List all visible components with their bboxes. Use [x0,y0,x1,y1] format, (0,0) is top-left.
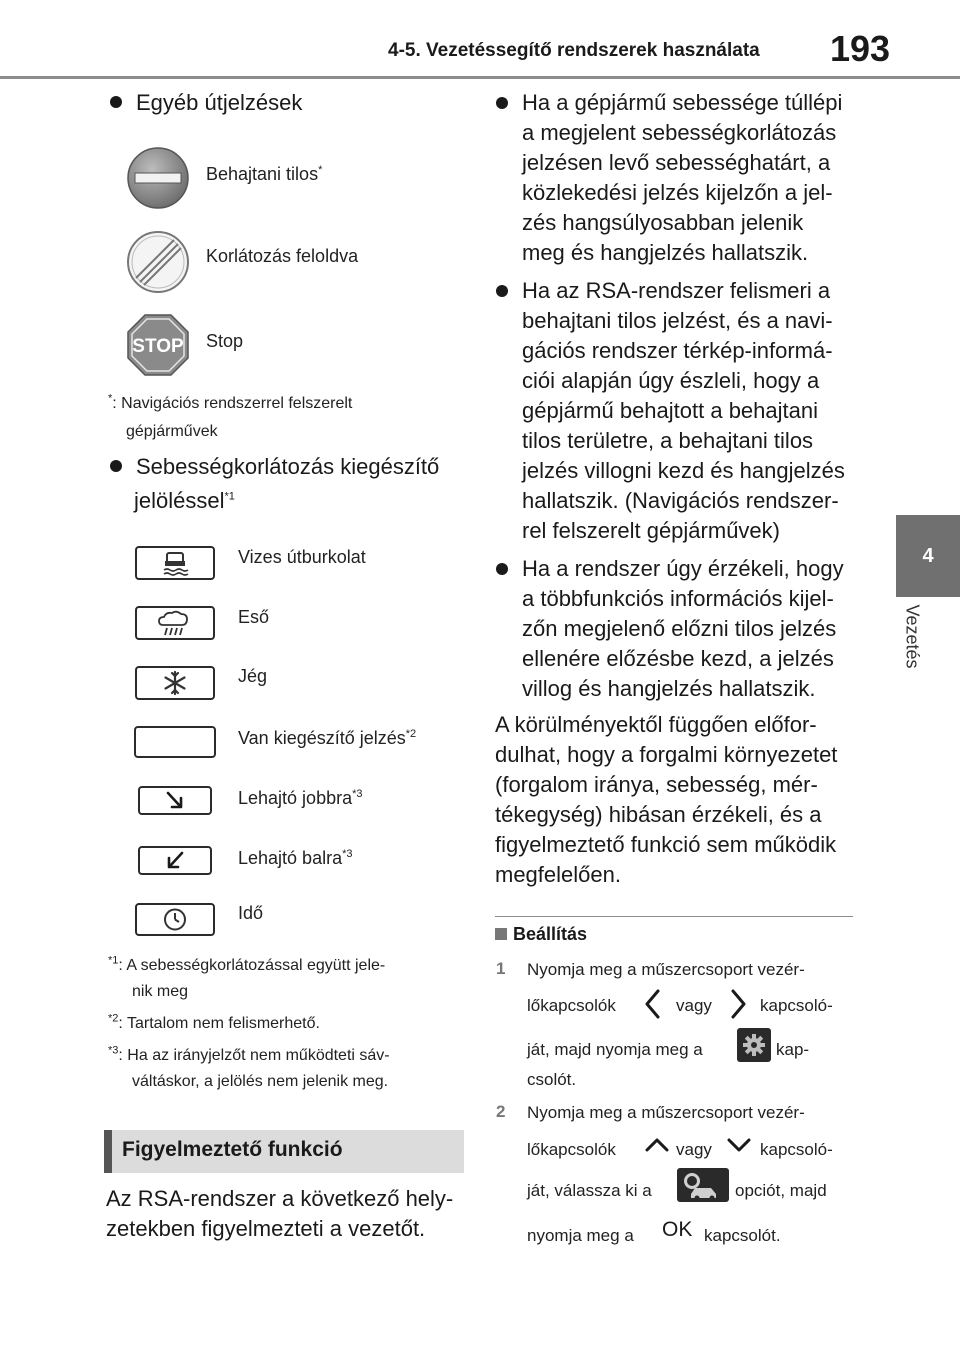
square-bullet-icon [495,928,507,940]
sign-label-end-restriction: Korlátozás feloldva [206,246,359,266]
exit-right-icon [138,786,212,815]
ice-icon [135,666,215,700]
bullet-no-entry: Ha az RSA-rendszer felismeri a behajtani tilos jelzést, és a navi- gációs rendszer térkép-informá- ciói alapján úgy észleli, hogy a gépjármű behajtott a behajtani tilos területre, a behajtani tilos jelzés villogni kezd és hangjelzés hallatszik. (Navigációs rendszer- rel felszerelt gépjárművek) [522,276,862,546]
section-title: 4-5. Vezetéssegítő rendszerek használata [388,40,760,61]
plate-label-exit-left: Lehajtó balra$^{*3}$ [238,848,353,868]
chevron-down-icon[interactable] [726,1136,752,1154]
step-1-line-3: ját, majd nyomja meg a [527,1040,703,1059]
stop-sign-text: STOP [132,336,184,357]
right-bullet-list [522,88,862,704]
step-2-number: 2 [496,1102,506,1121]
bullet-dot [496,285,508,297]
bullet-dot [110,460,122,472]
step-1-or: vagy [676,996,712,1015]
chapter-tab[interactable]: 4 [896,515,960,597]
rain-icon [135,606,215,640]
bullet-dot [110,96,122,108]
section-heading-warning: Figyelmeztető funkció [104,1130,464,1173]
snowflake-glyph [137,668,213,698]
page-number: 193 [830,28,891,69]
bullet-other-signs: Egyéb útjelzések [110,88,302,118]
chevron-up-icon[interactable] [644,1136,670,1154]
paragraph-conditions: A körülményektől függően előfor- dulhat, hogy a forgalmi környezetet (forgalom iránya, sebesség, mér- tékegység) hibásan érzékeli, és a figyelmeztető funkció sem működik megfelelően. [495,712,838,887]
step-1-kap: kap- [776,1040,810,1059]
gear-icon[interactable] [737,1028,771,1062]
sign-label-no-entry: Behajtani tilos* [206,164,323,184]
footnote-2: $^{*2}$: Tartalom nem felismerhető. [108,1012,320,1032]
bullet-speed-supplement-cont: jelöléssel$^{*1}$ [134,488,235,513]
plate-label-exit-right: Lehajtó jobbra$^{*3}$ [238,788,363,808]
step-2-line-3: ját, válassza ki a [527,1181,652,1200]
subsection-divider [495,916,853,917]
plate-label-time: Idő [238,903,264,923]
step-2-line-1: Nyomja meg a műszercsoport vezér- [527,1103,805,1122]
clock-icon [135,903,215,936]
sign-label-stop: Stop [206,331,244,351]
end-of-restriction-sign-icon [126,230,190,294]
step-2-option: opciót, majd [735,1181,827,1200]
bullet-dot [496,563,508,575]
arrow-down-right-glyph [140,788,210,813]
wet-road-icon [135,546,215,580]
bullet-dot [496,97,508,109]
step-1-line-2: lőkapcsolók [527,996,616,1015]
intro-line-1: Az RSA-rendszer a következő hely- [106,1186,454,1211]
bullet-speed-exceed: Ha a gépjármű sebessége túllépi a megjelent sebességkorlátozás jelzésen levő sebességhatárt, a közlekedési jelzés kijelzőn a jel- zés hangsúlyosabban jelenik meg és hangjelzés hallatszik. [522,88,862,268]
chapter-label: Vezetés [902,604,923,669]
step-2-line-4: nyomja meg a [527,1226,634,1245]
bullet-speed-supplement: Sebességkorlátozás kiegészítő [110,452,439,482]
subheading-settings: Beállítás [495,924,587,945]
step-2-line-2: lőkapcsolók [527,1140,616,1159]
step-1-switch: kapcsoló- [760,996,833,1015]
step-1-line-1: Nyomja meg a műszercsoport vezér- [527,960,805,979]
ok-button-icon[interactable]: OK [662,1218,693,1241]
step-2-switch: kapcsoló- [760,1140,833,1159]
plate-label-additional: Van kiegészítő jelzés$^{*2}$ [238,728,417,748]
arrow-down-left-glyph [140,848,210,873]
footnote-1: $^{*1}$: A sebességkorlátozással együtt jele- [108,954,386,974]
exit-left-icon [138,846,212,875]
rain-glyph [137,608,213,638]
footnote-3: $^{*3}$: Ha az irányjelzőt nem működteti sáv- [108,1044,390,1064]
chevron-right-icon[interactable] [727,988,749,1020]
plate-label-ice: Jég [238,666,268,686]
stop-sign-icon [126,313,190,377]
clock-glyph [137,905,213,934]
section-heading-bar [104,1130,112,1173]
bullet-overtaking: Ha a rendszer úgy érzékeli, hogy a többfunkciós információs kijel- zőn megjelenő előzni tilos jelzés ellenére előzésbe kezd, a jelzés villog és hangjelzés hallatszik. [522,554,862,704]
wet-road-glyph [137,548,213,578]
intro-line-2: zetekben figyelmezteti a vezetőt. [106,1216,426,1241]
plate-label-rain: Eső [238,607,270,627]
step-2-or: vagy [676,1140,712,1159]
footnote-nav-cont: gépjárművek [126,423,218,440]
chevron-left-icon[interactable] [642,988,664,1020]
no-entry-sign-icon [126,146,190,210]
footnote-1-cont: nik meg [132,983,189,1000]
plate-label-wet-road: Vizes útburkolat [238,547,366,567]
step-1-number: 1 [496,959,506,978]
header-divider [0,76,960,79]
step-2-kapcsolot: kapcsolót. [704,1226,781,1245]
step-1-line-4: csolót. [527,1070,577,1089]
footnote-3-cont: váltáskor, a jelölés nem jelenik meg. [132,1073,389,1090]
blank-plate-icon [134,726,216,758]
footnote-nav: *: Navigációs rendszerrel felszerelt [108,392,353,412]
rsa-car-icon[interactable] [677,1168,729,1202]
